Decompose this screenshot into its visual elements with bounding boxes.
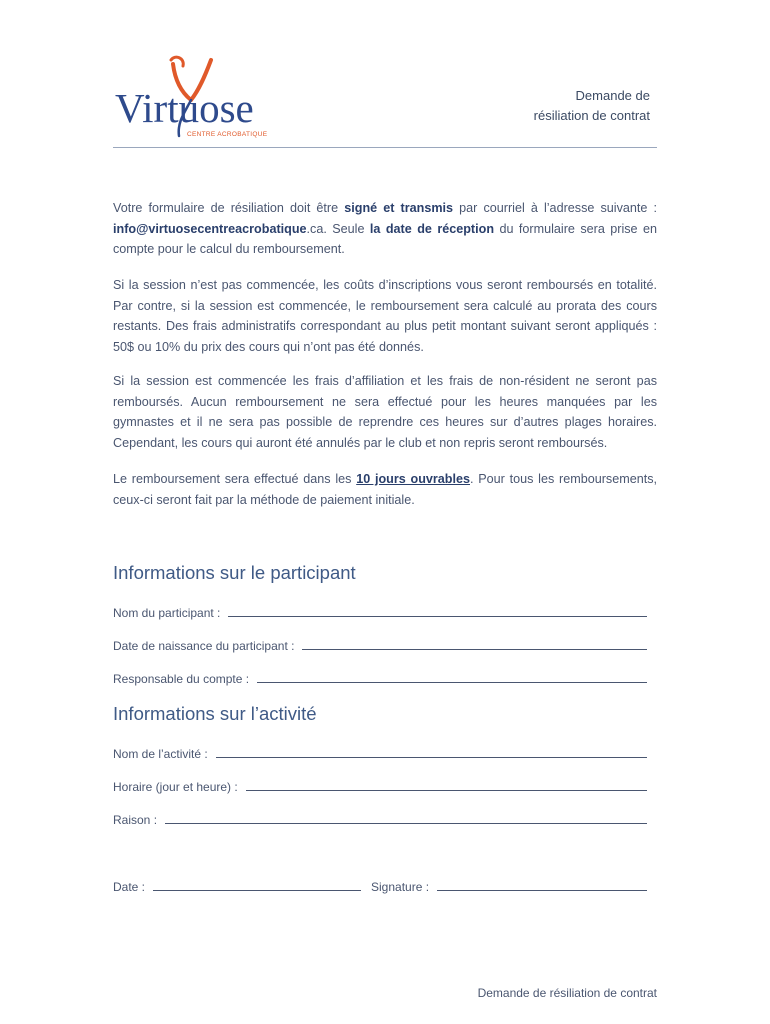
birthdate-label: Date de naissance du participant : [113, 639, 295, 653]
virtuose-logo [115, 52, 285, 144]
participant-name-line[interactable] [228, 615, 647, 617]
reason-field[interactable] [113, 809, 647, 827]
schedule-line[interactable] [246, 789, 647, 791]
activity-name-line[interactable] [216, 756, 647, 758]
document-title [534, 86, 650, 126]
reason-line[interactable] [165, 822, 647, 824]
account-holder-label: Responsable du compte : [113, 672, 250, 686]
birthdate-line[interactable] [302, 648, 647, 650]
p1-text-f: du formulaire sera prise en compte pour le calcul du remboursement. [113, 221, 657, 256]
birthdate-field[interactable] [113, 635, 647, 653]
document-title-line-1: Demande de [575, 88, 650, 103]
participant-name-label: Nom du participant : [113, 606, 221, 620]
intro-paragraph-1 [113, 198, 657, 260]
p4-text-c: . Pour tous les remboursements, ceux-ci seront fait par la méthode de paiement initiale. [113, 472, 657, 507]
logo-graphic [115, 52, 285, 144]
page-footer: Demande de résiliation de contrat [477, 986, 657, 1000]
signature-label: Signature : [371, 880, 430, 894]
date-line[interactable] [153, 889, 361, 891]
date-label: Date : [113, 880, 146, 894]
logo-subtitle: CENTRE ACROBATIQUE [187, 131, 268, 138]
p1-text-a: Votre formulaire de résiliation doit être [113, 201, 345, 215]
activity-section-title: Informations sur l’activité [113, 703, 317, 724]
reason-label: Raison : [113, 813, 158, 827]
account-holder-field[interactable] [113, 668, 647, 686]
activity-name-field[interactable] [113, 743, 647, 761]
signoff-row [113, 876, 647, 894]
activity-name-label: Nom de l’activité : [113, 747, 208, 761]
account-holder-line[interactable] [257, 681, 647, 683]
participant-section-title: Informations sur le participant [113, 562, 356, 583]
p1-emphasis-signed: signé et transmis [344, 201, 454, 215]
signature-line[interactable] [437, 889, 647, 891]
p1-text-c: par courriel à l’adresse suivante : [453, 201, 657, 215]
email-address[interactable]: info@virtuosecentreacrobatique [113, 221, 307, 236]
participant-name-field[interactable] [113, 602, 647, 620]
schedule-field[interactable] [113, 776, 647, 794]
logo-wordmark: Virtuose [115, 85, 254, 131]
intro-paragraph-3: Si la session est commencée les frais d’affiliation et les frais de non-résident ne seront pas remboursés. Aucun remboursement ne sera effectué pour les heures manquées par les gymnastes et il ne sera pas possible de reprendre ces heures sur d’autres plages horaires. Cependant, les cours qui auront été annulés par le club et non repris seront remboursés. [113, 374, 657, 450]
p4-emphasis-days: 10 jours ouvrables [356, 472, 470, 486]
header-divider [113, 147, 657, 148]
p4-text-a: Le remboursement sera effectué dans les [113, 472, 357, 486]
intro-paragraph-4 [113, 469, 657, 510]
p1-text-d: .ca. Seule [306, 221, 370, 236]
schedule-label: Horaire (jour et heure) : [113, 780, 238, 794]
document-title-line-2: résiliation de contrat [533, 108, 650, 123]
intro-paragraph-2: Si la session n’est pas commencée, les coûts d’inscriptions vous seront remboursés en totalité. Par contre, si la session est commencée, le remboursement sera calculé au prorata des cours restants. Des frais administratifs correspondant au plus petit montant suivant seront appliqués : 50$ ou 10% du prix des cours qui n’ont pas été donnés. [113, 278, 657, 354]
p1-emphasis-date: la date de réception [369, 221, 495, 236]
